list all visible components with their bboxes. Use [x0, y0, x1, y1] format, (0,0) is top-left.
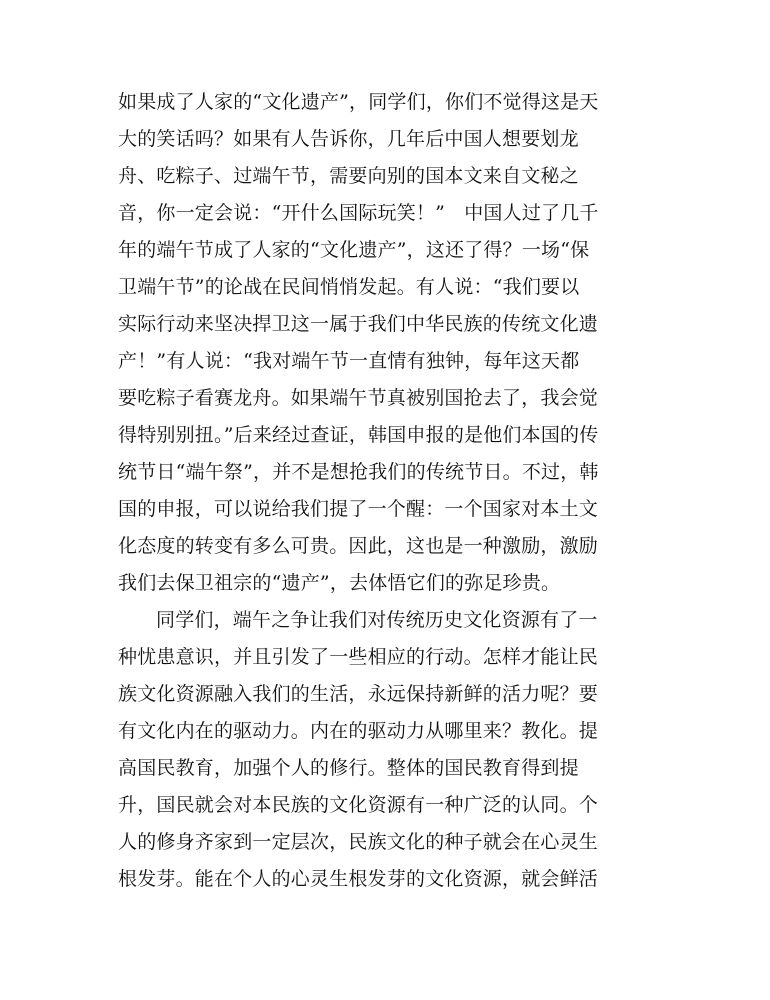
text-line: 舟、吃粽子、过端午节，需要向别的国本文来自文秘之	[118, 165, 579, 187]
text-line: 人的修身齐家到一定层次，民族文化的种子就会在心灵生	[118, 831, 599, 853]
text-line: 高国民教育，加强个人的修行。整体的国民教育得到提	[118, 757, 579, 779]
text-line: 卫端午节”的论战在民间悄悄发起。有人说：“我们要以	[118, 276, 580, 298]
text-line: 我们去保卫祖宗的“遗产”，去体悟它们的弥足珍贵。	[118, 572, 561, 594]
text-line: 产！”有人说：“我对端午节一直情有独钟，每年这天都	[118, 350, 580, 372]
text-line: 实际行动来坚决捍卫这一属于我们中华民族的传统文化遗	[118, 313, 599, 335]
text-line: 音，你一定会说：“开什么国际玩笑！” 中国人过了几千	[118, 202, 599, 224]
paragraph-start-line: 同学们，端午之争让我们对传统历史文化资源有了一	[156, 609, 598, 631]
text-line: 大的笑话吗？如果有人告诉你，几年后中国人想要划龙	[118, 128, 579, 150]
text-line: 根发芽。能在个人的心灵生根发芽的文化资源，就会鲜活	[118, 868, 599, 890]
text-line: 国的申报，可以说给我们提了一个醒：一个国家对本土文	[118, 498, 599, 520]
text-line: 如果成了人家的“文化遗产”，同学们，你们不觉得这是天	[118, 91, 599, 113]
text-line: 有文化内在的驱动力。内在的驱动力从哪里来？教化。提	[118, 720, 599, 742]
text-line: 化态度的转变有多么可贵。因此，这也是一种激励，激励	[118, 535, 599, 557]
text-line: 统节日“端午祭”，并不是想抢我们的传统节日。不过，韩	[118, 461, 599, 483]
text-line: 种忧患意识，并且引发了一些相应的行动。怎样才能让民	[118, 646, 599, 668]
text-line: 族文化资源融入我们的生活，永远保持新鲜的活力呢？要	[118, 683, 599, 705]
text-line: 要吃粽子看赛龙舟。如果端午节真被别国抢去了，我会觉	[118, 387, 599, 409]
text-line: 得特别别扭。”后来经过查证，韩国申报的是他们本国的传	[118, 424, 599, 446]
text-line: 年的端午节成了人家的“文化遗产”，这还了得？一场“保	[118, 239, 590, 261]
body-text	[118, 84, 658, 898]
text-line: 升，国民就会对本民族的文化资源有一种广泛的认同。个	[118, 794, 599, 816]
